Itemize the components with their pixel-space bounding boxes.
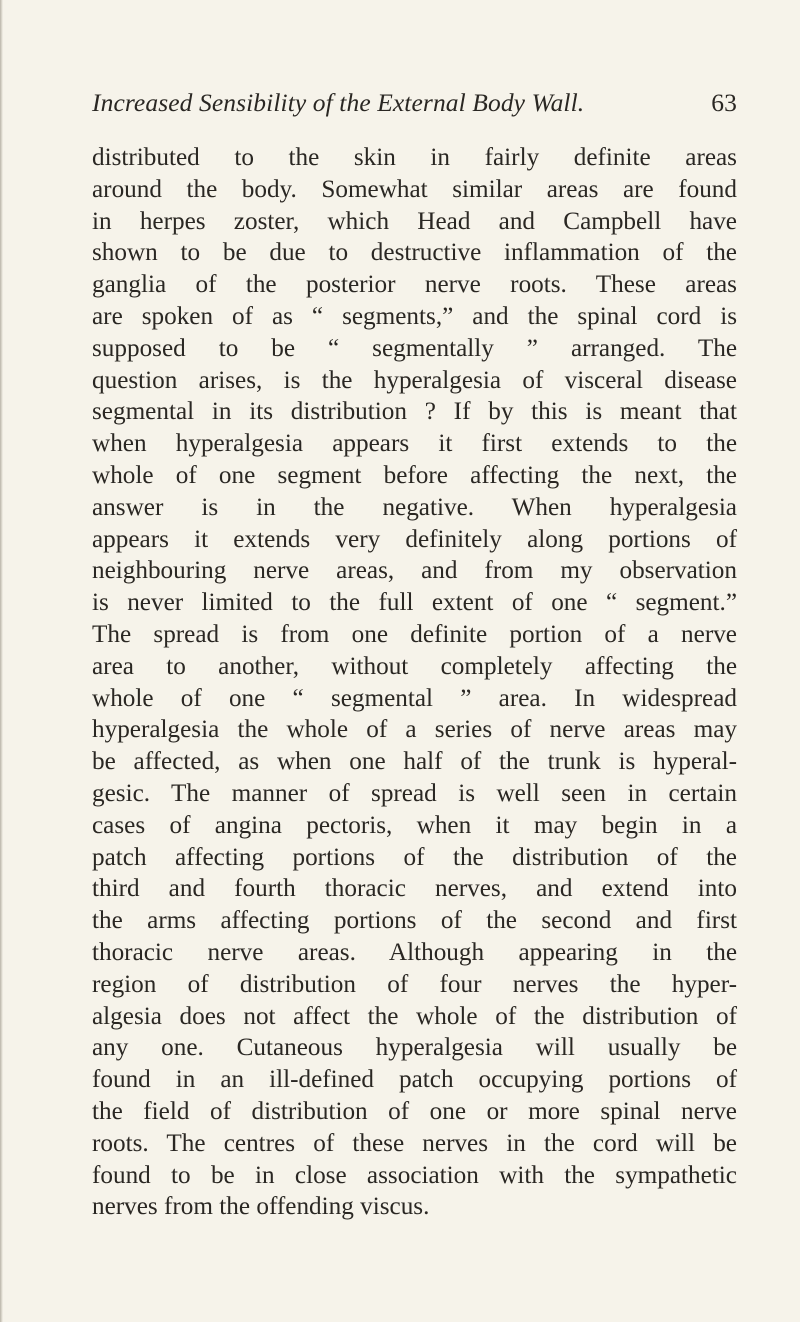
text-line: found to be in close association with the sympathetic: [92, 1161, 737, 1189]
text-line: area to another, without completely affecting the: [92, 652, 737, 680]
text-line: The spread is from one definite portion of a nerve: [92, 620, 737, 648]
body-text: [92, 142, 737, 1223]
text-line: the field of distribution of one or more spinal nerve: [92, 1097, 737, 1125]
text-line: hyperalgesia the whole of a series of nerve areas may: [92, 716, 737, 744]
text-line: ganglia of the posterior nerve roots. These areas: [92, 271, 737, 299]
text-line: neighbouring nerve areas, and from my observation: [92, 557, 737, 585]
text-line: when hyperalgesia appears it first extends to the: [92, 430, 737, 458]
text-line: are spoken of as “ segments,” and the spinal cord is: [92, 302, 737, 330]
text-line: patch affecting portions of the distribution of the: [92, 843, 737, 871]
text-line: nerves from the offending viscus.: [92, 1193, 430, 1221]
text-line: any one. Cutaneous hyperalgesia will usually be: [92, 1034, 737, 1062]
text-line: cases of angina pectoris, when it may begin in a: [92, 811, 737, 839]
text-line: algesia does not affect the whole of the distribution of: [92, 1002, 737, 1030]
text-line: be affected, as when one half of the trunk is hyperal-: [92, 748, 737, 776]
text-line: region of distribution of four nerves the hyper-: [92, 970, 737, 998]
text-line: roots. The centres of these nerves in the cord will be: [92, 1129, 737, 1157]
text-line: in herpes zoster, which Head and Campbell have: [92, 207, 737, 235]
text-line: around the body. Somewhat similar areas are found: [92, 175, 737, 203]
text-line: third and fourth thoracic nerves, and extend into: [92, 875, 737, 903]
text-line: question arises, is the hyperalgesia of visceral disease: [92, 366, 737, 394]
text-line: shown to be due to destructive inflammation of the: [92, 239, 737, 267]
page-edge-shadow: [0, 0, 3, 1322]
running-head-title: Increased Sensibility of the External Body Wall.: [92, 88, 585, 117]
text-line: is never limited to the full extent of one “ segment.”: [92, 589, 737, 617]
text-line: appears it extends very definitely along portions of: [92, 525, 737, 553]
text-line: distributed to the skin in fairly definite areas: [92, 144, 737, 171]
text-line: supposed to be “ segmentally ” arranged. The: [92, 334, 737, 362]
text-line: whole of one “ segmental ” area. In widespread: [92, 684, 737, 712]
text-line: answer is in the negative. When hyperalgesia: [92, 493, 737, 521]
text-line: whole of one segment before affecting the next, the: [92, 461, 737, 489]
text-line: thoracic nerve areas. Although appearing in the: [92, 938, 737, 966]
page-number: 63: [711, 88, 737, 117]
text-line: gesic. The manner of spread is well seen in certain: [92, 779, 737, 807]
text-line: segmental in its distribution ? If by this is meant that: [92, 398, 737, 426]
text-line: the arms affecting portions of the second and first: [92, 907, 737, 935]
text-line: found in an ill-defined patch occupying portions of: [92, 1066, 737, 1094]
running-head: [92, 88, 737, 122]
